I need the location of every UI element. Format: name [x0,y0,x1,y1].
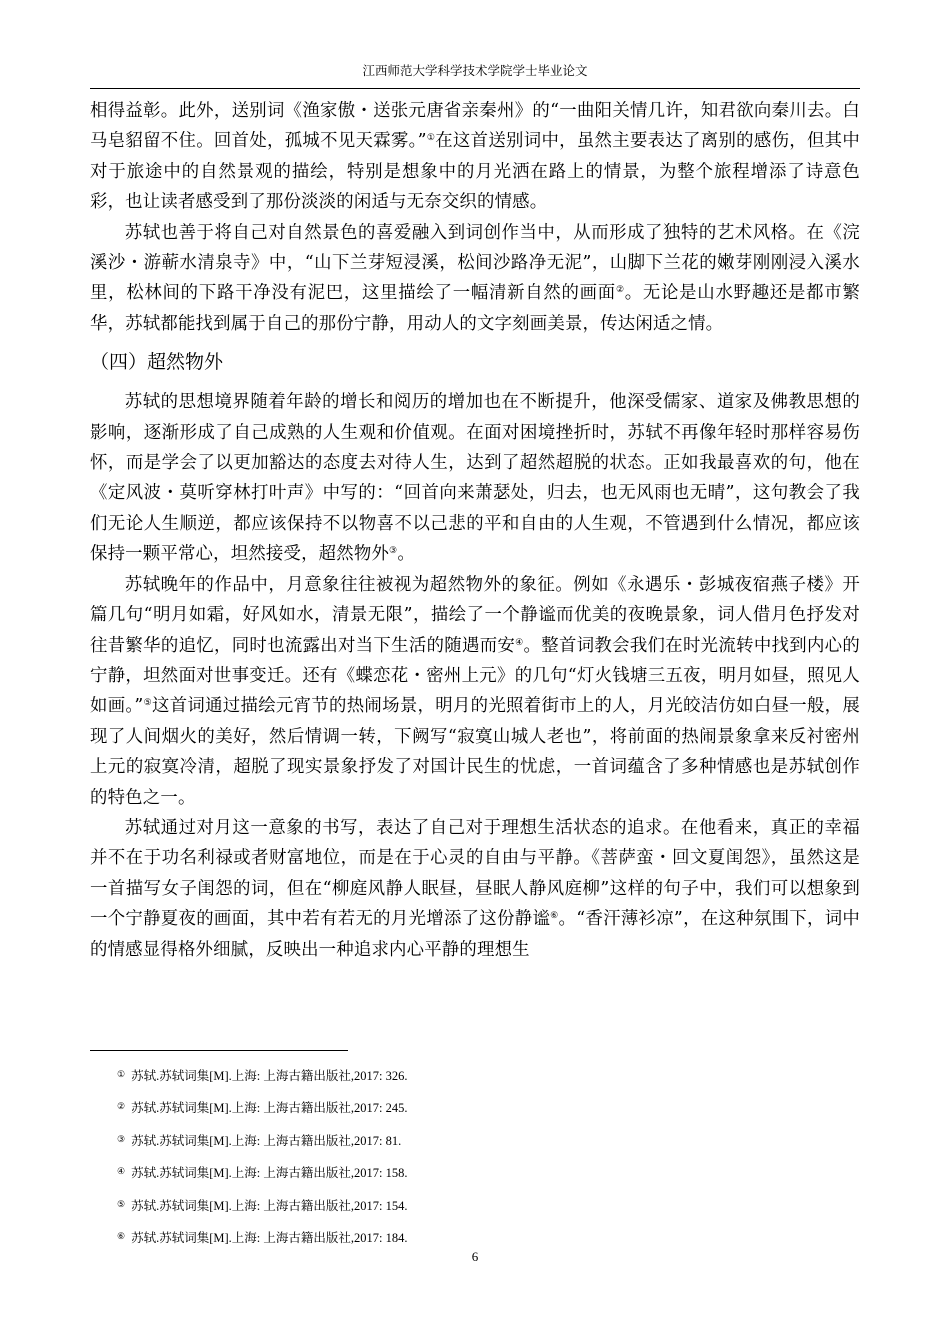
footnote-mark: ① [117,1069,126,1079]
footnote-text: 苏轼.苏轼词集[M].上海: 上海古籍出版社,2017: 326. [131,1069,408,1083]
footnote-ref-5[interactable]: ⑤ [143,698,152,709]
paragraph-4-text-a: 苏轼晚年的作品中，月意象往往被视为超然物外的象征。例如《永遇乐・彭城夜宿燕子楼》开篇几句“明月如霜，好风如水，清景无限”，描绘了一个静谧而优美的夜晚景象，词人借月色抒发对往昔繁华的追忆，同时也流露出对当下生活的随遇而安 [90,574,860,656]
paragraph-1-text-b: 在这首送别词中，虽然主要表达了离别的感伤，但其中对于旅途中的自然景观的描绘，特别是想象中的月光洒在路上的情景，为整个旅程增添了诗意色彩，也让读者感受到了那份淡淡的闲适与无奈交织的情感。 [90,131,860,213]
paragraph-1-text-a: 相得益彰。此外，送别词《渔家傲・送张元唐省亲秦州》的“一曲阳关情几许，知君欲向秦川去。白马皂貂留不住。回首处，孤城不见天霖雾。” [90,101,860,152]
footnote-mark: ② [117,1101,126,1112]
paragraph-3-text-b: 。 [397,544,415,565]
footnotes [117,1066,857,1260]
header-rule [90,88,860,89]
footnote-text: 苏轼.苏轼词集[M].上海: 上海古籍出版社,2017: 81. [131,1133,402,1148]
footnote-text: 苏轼.苏轼词集[M].上海: 上海古籍出版社,2017: 245. [131,1101,408,1116]
paragraph-3 [90,387,860,569]
footnote-text: 苏轼.苏轼词集[M].上海: 上海古籍出版社,2017: 154. [131,1198,408,1213]
footnote [117,1098,857,1130]
paragraph-2-text-b: 。无论是山水野趣还是都市繁华，苏轼都能找到属于自己的那份宁静，用动人的文字刻画美景，传达闲适之情。 [90,283,860,334]
footnote-ref-1[interactable]: ① [426,133,436,144]
footnote [117,1066,857,1098]
footnote-text: 苏轼.苏轼词集[M].上海: 上海古籍出版社,2017: 184. [131,1230,408,1245]
paragraph-5 [90,813,860,965]
footnote-ref-2[interactable]: ② [615,285,625,296]
paragraph-3-text-a: 苏轼的思想境界随着年龄的增长和阅历的增加也在不断提升，他深受儒家、道家及佛教思想的影响，逐渐形成了自己成熟的人生观和价值观。在面对困境挫折时，苏轼不再像年轻时那样容易伤怀，而是学会了以更加豁达的态度去对待人生，达到了超然超脱的状态。正如我最喜欢的句，他在《定风波・莫听穿林打叶声》中写的：“回首向来萧瑟处，归去，也无风雨也无晴”，这句教会了我们无论人生顺逆，都应该保持不以物喜不以己悲的平和自由的人生观，不管遇到什么情况，都应该保持一颗平常心，坦然接受，超然物外 [90,392,860,565]
paragraph-1 [90,96,860,218]
footnote-mark: ③ [117,1133,126,1144]
paragraph-5-text-b: 。“香汗薄衫凉”，在这种氛围下，词中的情感显得格外细腻，反映出一种追求内心平静的理想生 [90,909,861,960]
footnote-text: 苏轼.苏轼词集[M].上海: 上海古籍出版社,2017: 158. [131,1166,408,1181]
footnote-mark: ⑥ [117,1230,126,1241]
main-text [90,96,860,965]
paragraph-4-text-b: 。整首词教会我们在时光流转中找到内心的宁静，坦然面对世事变迁。还有《蝶恋花・密州上元》的几句“灯火钱塘三五夜，明月如昼，照见人如画。” [90,635,860,717]
footnote [117,1196,857,1228]
section-heading: （四）超然物外 [90,351,224,374]
footnote-mark: ④ [117,1166,126,1177]
footnote [117,1131,857,1163]
footnote-ref-3[interactable]: ③ [389,546,398,557]
page-number: 6 [471,1249,479,1264]
paragraph-4 [90,570,860,813]
paragraph-2-text-a: 苏轼也善于将自己对自然景色的喜爱融入到词创作当中，从而形成了独特的艺术风格。在《浣溪沙・游蕲水清泉寺》中，“山下兰芽短浸溪，松间沙路净无泥”，山脚下兰花的嫩芽刚刚浸入溪水里，松林间的下路干净没有泥巴，这里描绘了一幅清新自然的画面 [90,222,860,304]
paragraph-4-text-c: 这首词通过描绘元宵节的热闹场景，明月的光照着街市上的人，月光皎洁仿如白昼一般，展现了人间烟火的美好，然后情调一转，下阙写“寂寞山城人老也”，将前面的热闹景象拿来反衬密州上元的寂寞冷清，超脱了现实景象抒发了对国计民生的忧虑，一首词蕴含了多种情感也是苏轼创作的特色之一。 [90,696,860,808]
paragraph-5-text-a: 苏轼通过对月这一意象的书写，表达了自己对于理想生活状态的追求。在他看来，真正的幸福并不在于功名利禄或者财富地位，而是在于心灵的自由与平静。《菩萨蛮・回文夏闺怨》，虽然这是一首描写女子闺怨的词，但在“柳庭风静人眠昼，昼眠人静风庭柳”这样的句子中，我们可以想象到一个宁静夏夜的画面，其中若有若无的月光增添了这份静谧 [90,817,860,930]
footnote [117,1163,857,1195]
footnote-mark: ⑤ [117,1198,126,1209]
footnote-separator [90,1050,348,1051]
footnote-ref-6[interactable]: ⑥ [550,911,559,922]
running-header: 江西师范大学科学技术学院学士毕业论文 [362,63,588,78]
paragraph-2 [90,218,860,340]
footnote-ref-4[interactable]: ④ [515,637,524,648]
